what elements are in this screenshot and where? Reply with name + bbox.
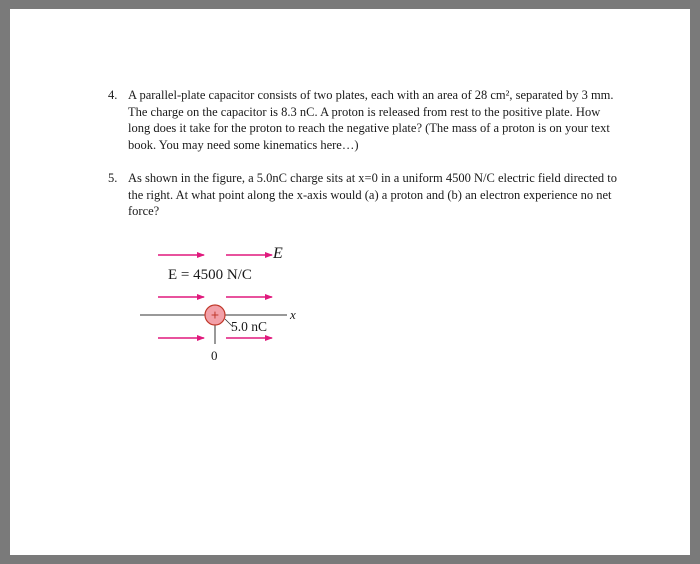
problem-5 (108, 170, 620, 220)
axis-label: x (290, 307, 296, 322)
field-diagram (130, 232, 330, 372)
charge-sign: + (210, 306, 220, 323)
problem-number: 5. (108, 171, 118, 185)
charge-label: 5.0 nC (231, 319, 268, 334)
document-page (10, 9, 690, 555)
origin-label: 0 (211, 348, 218, 363)
field-magnitude-label: E = 4500 N/C (168, 267, 252, 283)
problem-4 (108, 87, 620, 153)
electric-field-figure (130, 232, 330, 372)
problem-text: A parallel-plate capacitor consists of two plates, each with an area of 28 cm², separated by 3 mm. The charge on the capacitor is 8.3 nC. A proton is released from rest to the positive plate. How long does it take for the proton to reach the negative plate? (The mass of a proton is on your text book. You may need some kinematics here…) (128, 88, 614, 152)
problem-number: 4. (108, 88, 118, 102)
problem-text: As shown in the figure, a 5.0nC charge sits at x=0 in a uniform 4500 N/C electric field directed to the right. At what point along the x-axis would (a) a proton and (b) an electron experience no net force? (128, 171, 617, 218)
field-vector-label: E⃗ (273, 245, 296, 262)
